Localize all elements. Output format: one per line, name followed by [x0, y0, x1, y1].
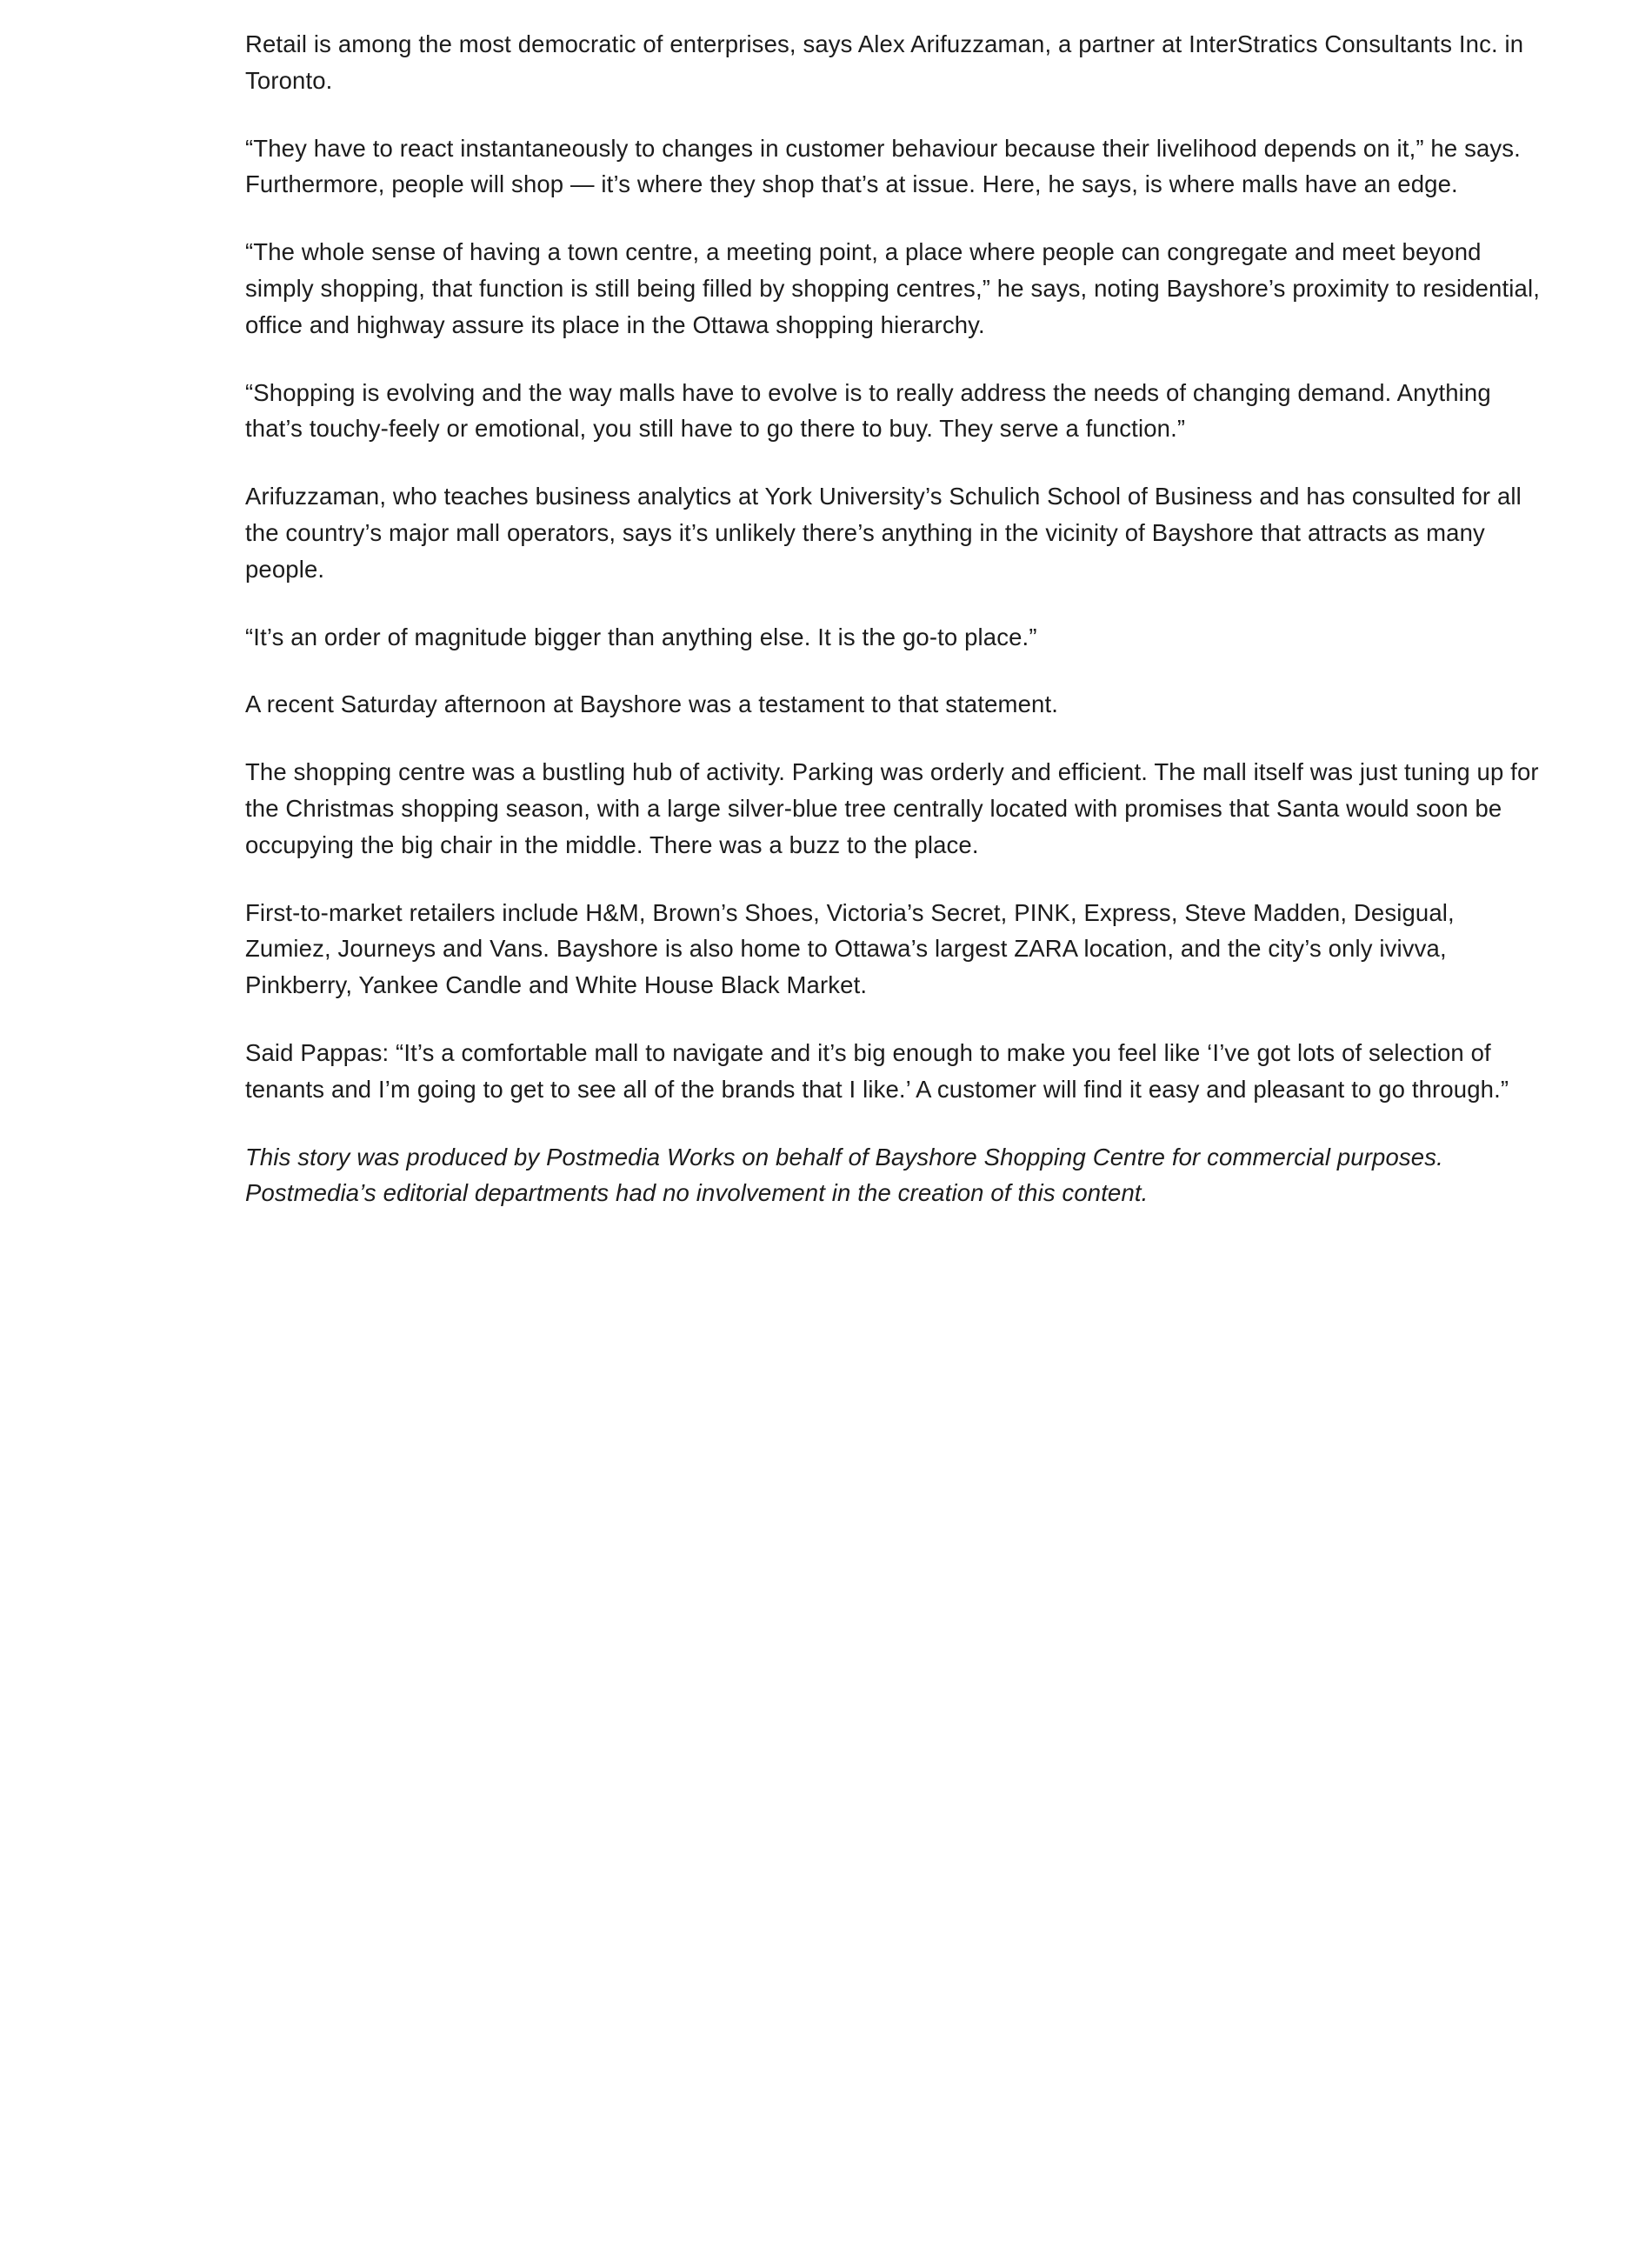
article-paragraph: A recent Saturday afternoon at Bayshore was a testament to that statement.: [245, 690, 1059, 718]
article-paragraph: “The whole sense of having a town centre, a meeting point, a place where people can congregate and meet beyond simply shopping, that function is still being filled by shopping centres,” he says, noting Bayshore’s proximity to residential, office and highway assure its place in the Ottawa shopping hierarchy.: [245, 238, 1540, 338]
article-paragraph: “They have to react instantaneously to changes in customer behaviour because their livelihood depends on it,” he says. Furthermore, people will shop — it’s where they shop that’s at issue. Here, he says, is where malls have an edge.: [245, 134, 1521, 198]
article-paragraph: Said Pappas: “It’s a comfortable mall to navigate and it’s big enough to make you feel like ‘I’ve got lots of selection of tenants and I’m going to get to see all of the brands that I like.’ A customer will find it easy and pleasant to go through.”: [245, 1038, 1509, 1103]
article-paragraph: First-to-market retailers include H&M, Brown’s Shoes, Victoria’s Secret, PINK, Express, Steve Madden, Desigual, Zumiez, Journeys and Vans. Bayshore is also home to Ottawa’s largest ZARA location, and the city’s only ivivva, Pinkberry, Yankee Candle and White House Black Market.: [245, 898, 1455, 999]
article-body: [245, 26, 1541, 1211]
article-disclaimer: This story was produced by Postmedia Works on behalf of Bayshore Shopping Centre for commercial purposes. Postmedia’s editorial departments had no involvement in the creation of this content.: [245, 1143, 1443, 1207]
article-paragraph: Retail is among the most democratic of enterprises, says Alex Arifuzzaman, a partner at InterStratics Consultants Inc. in Toronto.: [245, 30, 1524, 94]
article-paragraph: “Shopping is evolving and the way malls have to evolve is to really address the needs of changing demand. Anything that’s touchy-feely or emotional, you still have to go there to buy. They serve a function.”: [245, 378, 1491, 443]
article-paragraph: Arifuzzaman, who teaches business analytics at York University’s Schulich School of Business and has consulted for all the country’s major mall operators, says it’s unlikely there’s anything in the vicinity of Bayshore that attracts as many people.: [245, 483, 1522, 583]
article-paragraph: “It’s an order of magnitude bigger than anything else. It is the go-to place.”: [245, 623, 1037, 650]
article-paragraph: The shopping centre was a bustling hub of activity. Parking was orderly and efficient. The mall itself was just tuning up for the Christmas shopping season, with a large silver-blue tree centrally located with promises that Santa would soon be occupying the big chair in the middle. There was a buzz to the place.: [245, 758, 1539, 858]
